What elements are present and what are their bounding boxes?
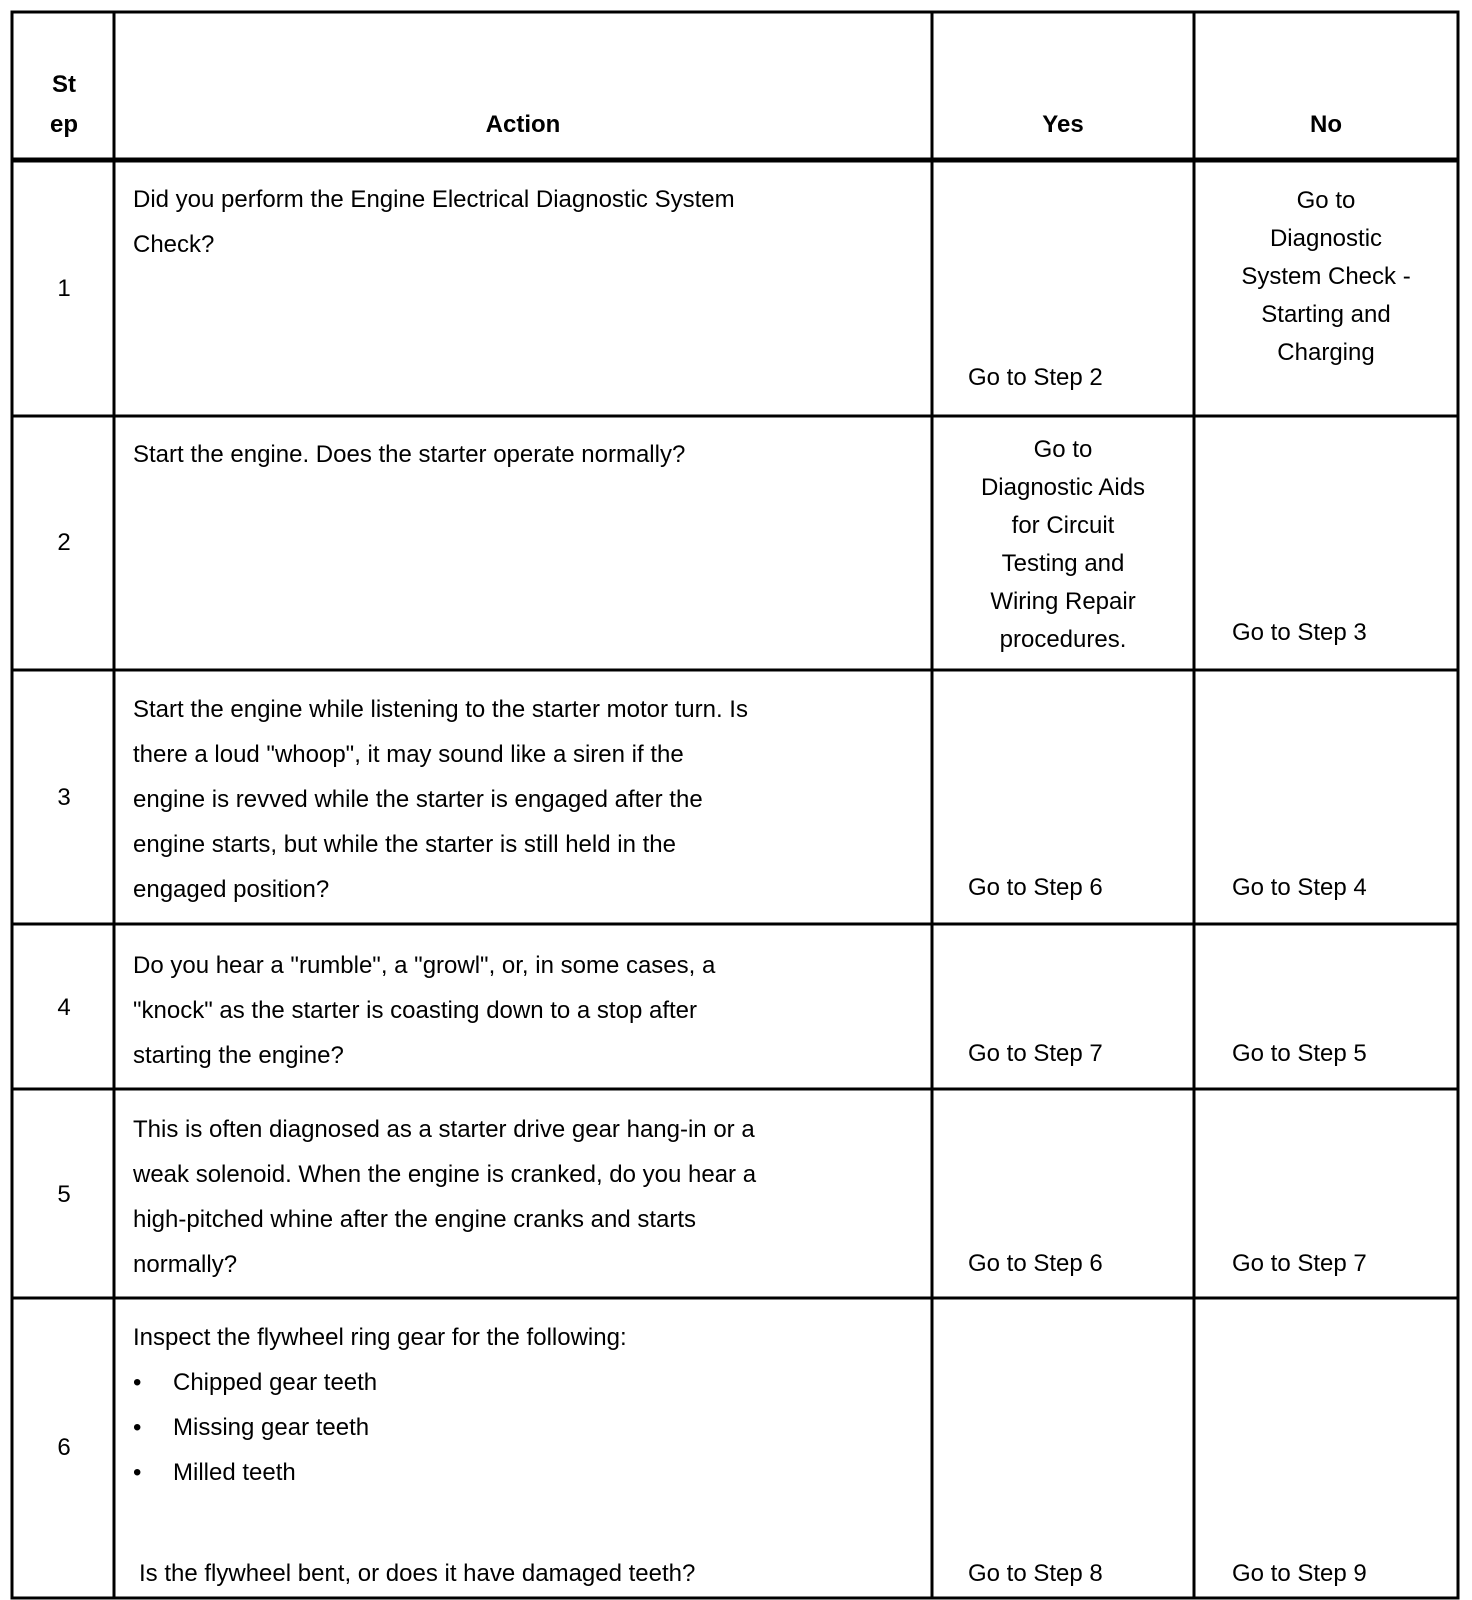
step-number: 4	[57, 994, 71, 1021]
bullet-text: Missing gear teeth	[173, 1414, 370, 1441]
action-line: "knock" as the starter is coasting down to a stop after	[133, 997, 697, 1024]
action-line: Check?	[133, 231, 215, 258]
action-line: engine starts, but while the starter is still held in the	[133, 831, 676, 858]
yes-line: Wiring Repair	[990, 588, 1136, 615]
step-number: 1	[57, 275, 71, 302]
action-line: Start the engine. Does the starter operate normally?	[133, 441, 686, 468]
action-line: engine is revved while the starter is engaged after the	[133, 786, 703, 813]
no-link[interactable]: Go to Step 3	[1232, 619, 1367, 646]
yes-link[interactable]	[932, 431, 1194, 659]
action-text	[133, 432, 685, 477]
bullet-icon: •	[133, 1459, 142, 1486]
no-link[interactable]: Go to Step 7	[1232, 1250, 1367, 1277]
header-step	[14, 65, 114, 145]
action-question: Is the flywheel bent, or does it have damaged teeth?	[139, 1560, 696, 1587]
action-line: normally?	[133, 1251, 238, 1278]
step-number: 2	[57, 529, 71, 556]
action-line: high-pitched whine after the engine cranks and starts	[133, 1206, 697, 1233]
yes-line: Go to	[1033, 436, 1093, 463]
no-link[interactable]	[1194, 182, 1458, 372]
step-number: 6	[57, 1434, 71, 1461]
bullet-icon: •	[133, 1414, 142, 1441]
bullet-icon: •	[133, 1369, 142, 1396]
action-line: This is often diagnosed as a starter drive gear hang-in or a	[133, 1116, 755, 1143]
no-line: System Check -	[1241, 263, 1411, 290]
no-line: Diagnostic	[1269, 225, 1383, 252]
action-text	[133, 1315, 627, 1495]
action-line: Start the engine while listening to the starter motor turn. Is	[133, 696, 748, 723]
no-link[interactable]: Go to Step 4	[1232, 874, 1367, 901]
yes-line: Testing and	[1001, 550, 1125, 577]
action-text	[133, 1107, 756, 1287]
yes-link[interactable]: Go to Step 7	[968, 1040, 1103, 1067]
no-line: Charging	[1277, 339, 1375, 366]
yes-link[interactable]: Go to Step 6	[968, 1250, 1103, 1277]
bullet-item	[133, 1450, 627, 1495]
bullet-text: Chipped gear teeth	[173, 1369, 378, 1396]
yes-link[interactable]: Go to Step 8	[968, 1560, 1103, 1587]
yes-line: procedures.	[999, 626, 1127, 653]
yes-line: for Circuit	[1011, 512, 1115, 539]
header-step-line1: St	[52, 71, 76, 98]
no-link[interactable]: Go to Step 5	[1232, 1040, 1367, 1067]
no-line: Go to	[1296, 187, 1356, 214]
step-number: 3	[57, 784, 71, 811]
header-action: Action	[485, 111, 561, 138]
bullet-item	[133, 1360, 627, 1405]
action-text	[133, 943, 715, 1078]
action-line: Did you perform the Engine Electrical Diagnostic System	[133, 186, 735, 213]
action-line: there a loud "whoop", it may sound like a siren if the	[133, 741, 684, 768]
yes-line: Diagnostic Aids	[980, 474, 1146, 501]
header-no: No	[1310, 111, 1342, 138]
action-line: starting the engine?	[133, 1042, 344, 1069]
action-intro: Inspect the flywheel ring gear for the following:	[133, 1324, 627, 1351]
action-line: Do you hear a "rumble", a "growl", or, in some cases, a	[133, 952, 716, 979]
no-link[interactable]: Go to Step 9	[1232, 1560, 1367, 1587]
action-line: engaged position?	[133, 876, 330, 903]
bullet-text: Milled teeth	[173, 1459, 296, 1486]
header-yes: Yes	[1042, 111, 1084, 138]
yes-link[interactable]: Go to Step 6	[968, 874, 1103, 901]
yes-link[interactable]: Go to Step 2	[968, 364, 1103, 391]
action-line: weak solenoid. When the engine is cranked, do you hear a	[133, 1161, 757, 1188]
no-line: Starting and	[1261, 301, 1391, 328]
action-text	[133, 177, 735, 267]
action-text	[133, 687, 748, 912]
header-step-line2: ep	[49, 111, 78, 138]
bullet-item	[133, 1405, 627, 1450]
step-number: 5	[57, 1181, 71, 1208]
